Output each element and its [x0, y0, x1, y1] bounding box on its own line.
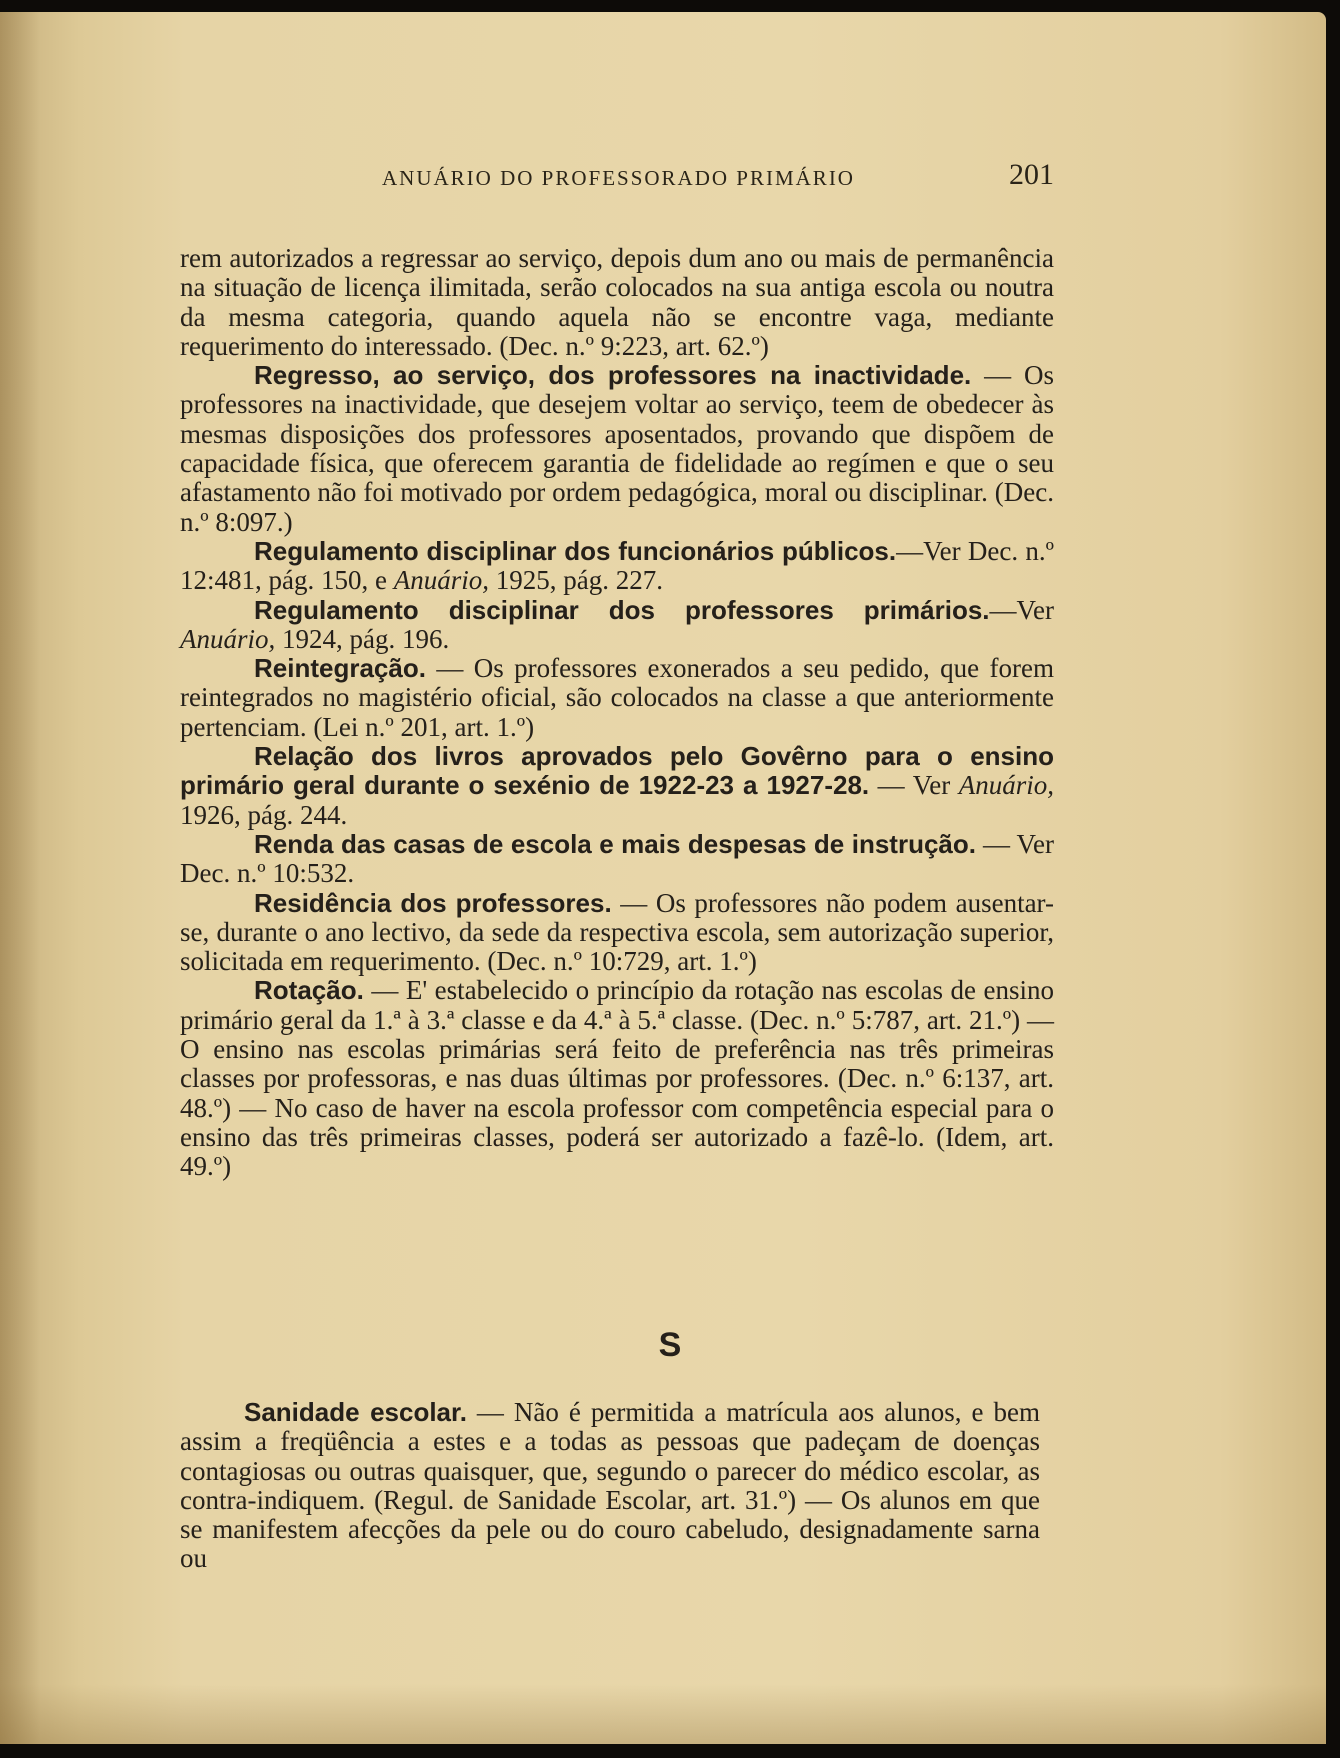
entry-text: — Os professores na inactividade, que desejem voltar ao serviço, teem de obedecer às mesmas disposições dos professores aposentados, provando que dispõem de capacidade física, que oferecem garantia de fidelidade ao regímen e que o seu afastamento não foi motivado por ordem pedagógica, moral ou disciplinar. (Dec. n.º 8:097.): [180, 360, 1054, 537]
entry-term: Sanidade escolar.: [244, 1397, 467, 1427]
entry-term: Renda das casas de escola e mais despesas de instrução.: [254, 828, 976, 859]
entry-rotacao: [180, 976, 1054, 1181]
entry-term: Relação dos livros aprovados pelo Govêrno para o ensino primário geral durante o sexénio de 1922-23 a 1927-28.: [180, 741, 1054, 801]
entry-text: — Os professores exonerados a seu pedido, que forem reintegrados no magistério oficial, são colocados na classe a que anteriormente pertenciam. (Lei n.º 201, art. 1.º): [180, 653, 1054, 742]
section-letter-heading: S: [658, 1326, 682, 1364]
entry-term: Reintegração.: [254, 653, 426, 684]
entry-text: — Não é permitida a matrícula aos alunos, e bem assim a freqüência a estes e a todas as pessoas que padeçam de doenças contagiosas ou outras quaisquer, que, segundo o parecer do médico escolar, as contra-indiquem. (Regul. de Sanidade Escolar, art. 31.º) — Os alunos em que se manifestem afecções da pele ou do couro cabeludo, designadamente sarna ou: [180, 1397, 1040, 1574]
section-s-text: [180, 1398, 1040, 1574]
entry-regresso: [180, 361, 1054, 537]
entry-reintegracao: [180, 654, 1054, 742]
entry-text: — Ver Dec. n.º 10:532.: [180, 828, 1055, 889]
page-header: [180, 158, 1054, 198]
running-head: ANUÁRIO DO PROFESSORADO PRIMÁRIO: [382, 166, 855, 190]
entry-term: Residência dos professores.: [254, 887, 612, 918]
entry-sanidade: [180, 1398, 1040, 1574]
entry-text: — E' estabelecido o princípio da rotação nas escolas de ensino primário geral da 1.ª à 3.ª classe e da 4.ª à 5.ª classe. (Dec. n.º 5:787, art. 21.º) — O ensino nas escolas primárias será feito de preferência nas três primeiras classes por professoras, e nas duas últimas por professores. (Dec. n.º 6:137, art. 48.º) — No caso de haver na escola professor com competência especial para o ensino das três primeiras classes, poderá ser autorizado a fazê-lo. (Idem, art. 49.º): [180, 975, 1054, 1182]
continuation-paragraph: rem autorizados a regressar ao serviço, depois dum ano ou mais de permanência na situação de licença ilimitada, serão colocados na sua antiga escola ou noutra da mesma categoria, quando aquela não se encontre vaga, mediante requerimento do interessado. (Dec. n.º 9:223, art. 62.º): [180, 243, 1054, 361]
entry-term: Regresso, ao serviço, dos professores na inactividade.: [254, 360, 972, 391]
entry-term: Regulamento disciplinar dos professores primários.: [254, 594, 990, 625]
page-number: 201: [1009, 158, 1054, 191]
main-text-block: [180, 244, 1054, 1182]
entry-renda: [180, 830, 1054, 889]
entry-regulamento-funcionarios: Regulamento disciplinar dos funcionários públicos.—Ver Dec. n.º 12:481, pág. 150, e Anuário, 1925, pág. 227.: [180, 535, 1054, 596]
entry-term: Regulamento disciplinar dos funcionários públicos.: [254, 535, 897, 566]
entry-text: — Os professores não podem ausentar-se, durante o ano lectivo, da sede da respectiva escola, sem autorização superior, solicitada em requerimento. (Dec. n.º 10:729, art. 1.º): [180, 887, 1054, 977]
book-page: [0, 12, 1326, 1744]
entry-residencia: [180, 889, 1054, 977]
entry-relacao-livros: Relação dos livros aprovados pelo Govêrno para o ensino primário geral durante o sexénio de 1922-23 a 1927-28. — Ver Anuário, 1926, pág. 244.: [180, 741, 1054, 830]
entry-regulamento-professores: Regulamento disciplinar dos professores primários.—Ver Anuário, 1924, pág. 196.: [180, 594, 1054, 654]
entry-term: Rotação.: [254, 975, 364, 1006]
